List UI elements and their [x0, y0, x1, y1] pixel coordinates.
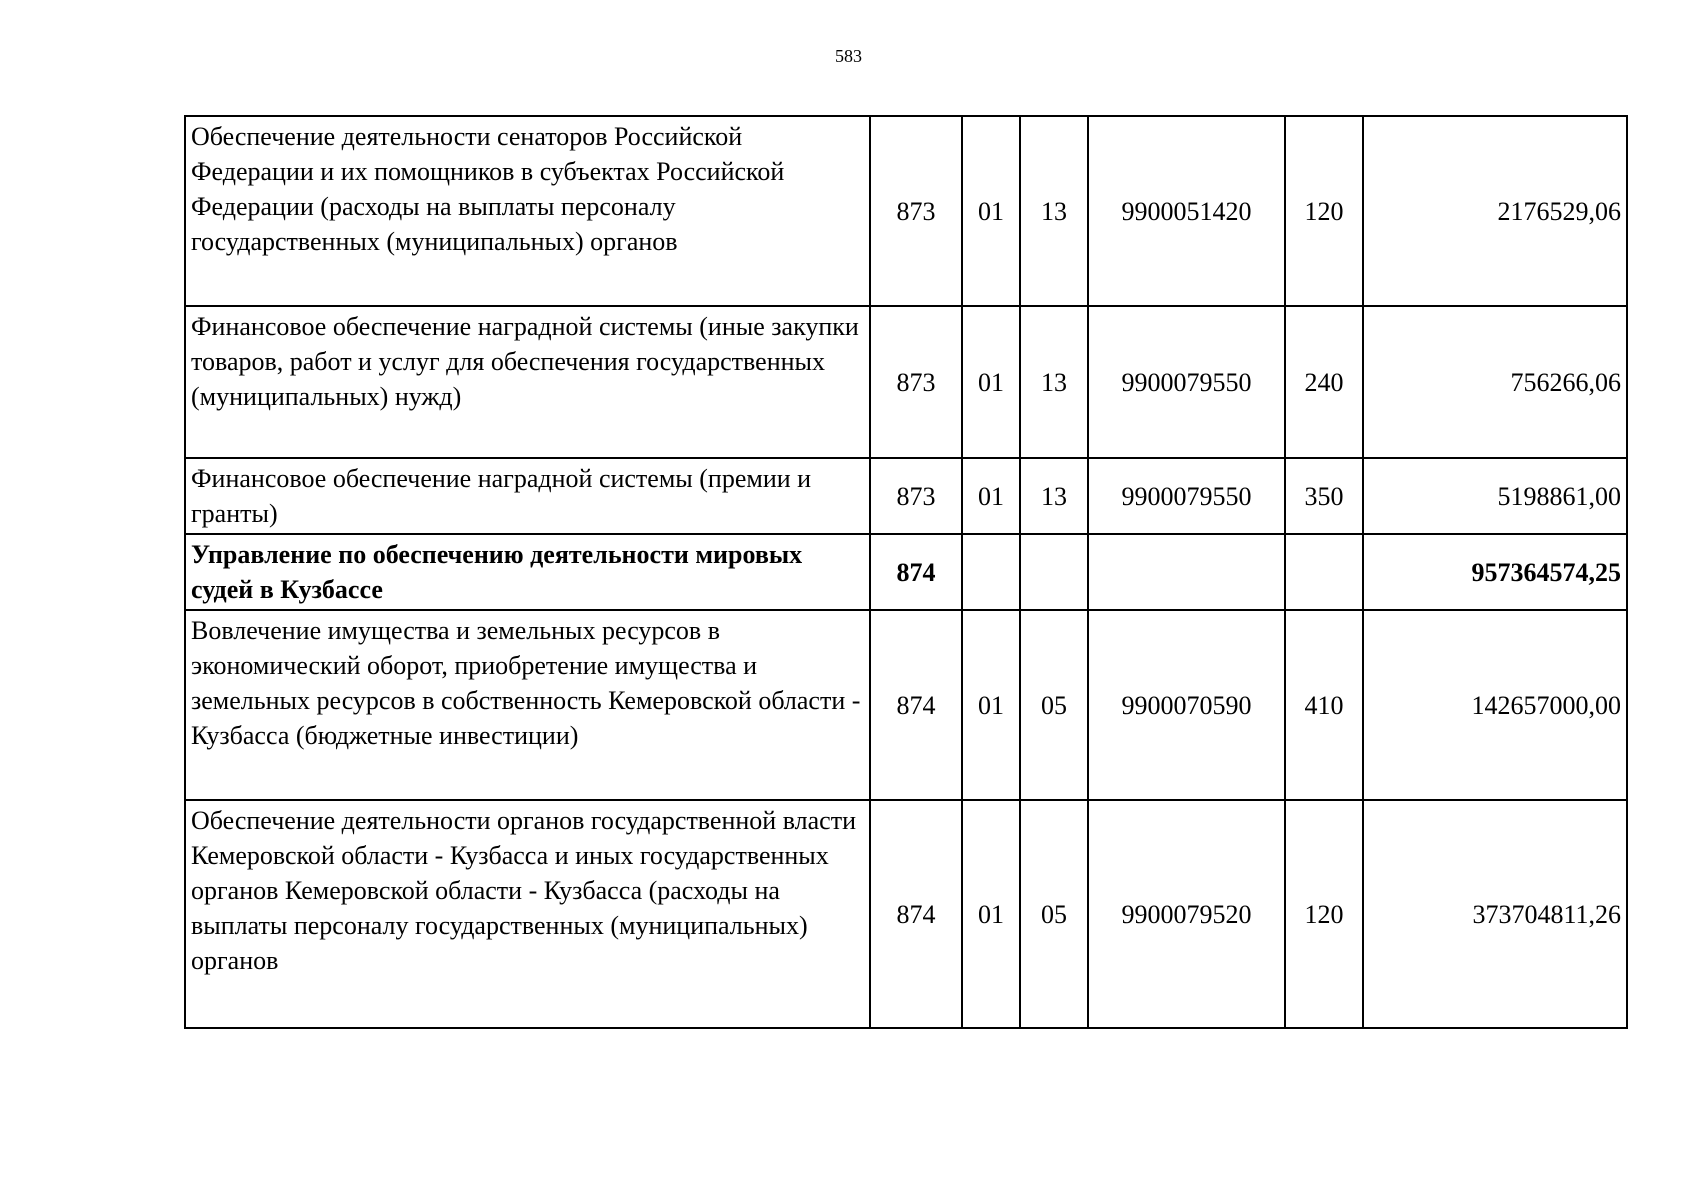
section-code-cell: 01: [962, 116, 1020, 306]
target-article-cell: 9900079550: [1088, 306, 1285, 458]
description-cell: Обеспечение деятельности сенаторов Российской Федерации и их помощников в субъектах Российской Федерации (расходы на выплаты персоналу государственных (муниципальных) органов: [185, 116, 870, 306]
description-cell: Вовлечение имущества и земельных ресурсов в экономический оборот, приобретение имущества и земельных ресурсов в собственность Кемеровской области - Кузбасса (бюджетные инвестиции): [185, 610, 870, 800]
expense-type-cell: 240: [1285, 306, 1363, 458]
subsection-code-cell: [1020, 534, 1088, 610]
target-article-cell: 9900051420: [1088, 116, 1285, 306]
expense-type-cell: 120: [1285, 800, 1363, 1028]
budget-table: [184, 115, 1628, 1029]
target-article-cell: [1088, 534, 1285, 610]
ministry-code-cell: 874: [870, 534, 962, 610]
page-number: 583: [835, 46, 862, 66]
amount-cell: 5198861,00: [1363, 458, 1627, 534]
section-code-cell: 01: [962, 458, 1020, 534]
description-cell: Финансовое обеспечение наградной системы (премии и гранты): [185, 458, 870, 534]
target-article-cell: 9900079550: [1088, 458, 1285, 534]
table-row: [185, 306, 1627, 458]
section-code-cell: [962, 534, 1020, 610]
amount-cell: 756266,06: [1363, 306, 1627, 458]
section-code-cell: 01: [962, 800, 1020, 1028]
amount-cell: 142657000,00: [1363, 610, 1627, 800]
ministry-code-cell: 874: [870, 800, 962, 1028]
section-code-cell: 01: [962, 610, 1020, 800]
target-article-cell: 9900070590: [1088, 610, 1285, 800]
amount-cell: 2176529,06: [1363, 116, 1627, 306]
subsection-code-cell: 05: [1020, 800, 1088, 1028]
subsection-code-cell: 05: [1020, 610, 1088, 800]
expense-type-cell: 350: [1285, 458, 1363, 534]
target-article-cell: 9900079520: [1088, 800, 1285, 1028]
description-cell: Финансовое обеспечение наградной системы (иные закупки товаров, работ и услуг для обеспечения государственных (муниципальных) нужд): [185, 306, 870, 458]
table-row: [185, 458, 1627, 534]
ministry-code-cell: 874: [870, 610, 962, 800]
amount-cell: 957364574,25: [1363, 534, 1627, 610]
department-name-cell: Управление по обеспечению деятельности мировых судей в Кузбассе: [185, 534, 870, 610]
description-cell: Обеспечение деятельности органов государственной власти Кемеровской области - Кузбасса и иных государственных органов Кемеровской области - Кузбасса (расходы на выплаты персоналу государственных (муниципальных) органов: [185, 800, 870, 1028]
amount-cell: 373704811,26: [1363, 800, 1627, 1028]
table-row: [185, 800, 1627, 1028]
ministry-code-cell: 873: [870, 116, 962, 306]
expense-type-cell: 410: [1285, 610, 1363, 800]
subsection-code-cell: 13: [1020, 116, 1088, 306]
section-code-cell: 01: [962, 306, 1020, 458]
subsection-code-cell: 13: [1020, 458, 1088, 534]
table-row: [185, 610, 1627, 800]
expense-type-cell: 120: [1285, 116, 1363, 306]
table-row: [185, 116, 1627, 306]
subsection-code-cell: 13: [1020, 306, 1088, 458]
ministry-code-cell: 873: [870, 306, 962, 458]
ministry-code-cell: 873: [870, 458, 962, 534]
table-row-department-total: [185, 534, 1627, 610]
expense-type-cell: [1285, 534, 1363, 610]
